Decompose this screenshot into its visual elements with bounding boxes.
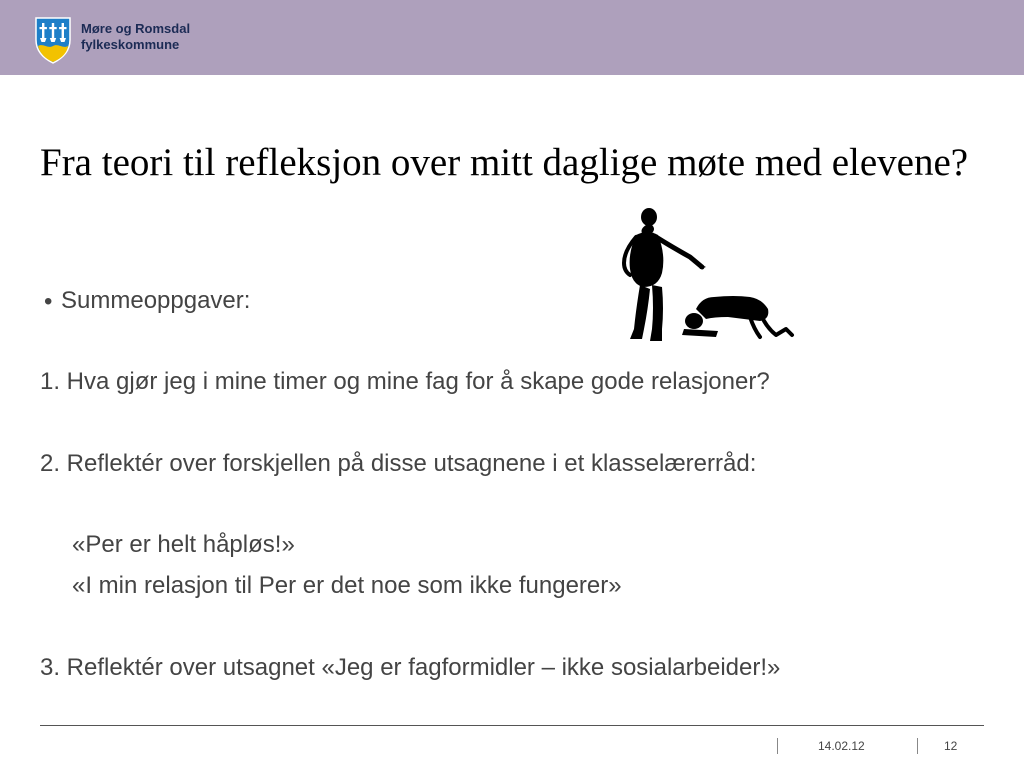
footer-separator: [777, 738, 778, 754]
organization-name-line2: fylkeskommune: [81, 37, 180, 52]
quote-1: «Per er helt håpløs!»: [72, 531, 295, 558]
footer-separator: [917, 738, 918, 754]
list-item-1: 1. Hva gjør jeg i mine timer og mine fag for å skape gode relasjoner?: [40, 368, 770, 395]
slide-title: Fra teori til refleksjon over mitt daglige møte med elevene?: [40, 141, 969, 184]
page-number: 12: [944, 739, 958, 753]
list-item-2: 2. Reflektér over forskjellen på disse utsagnene i et klasselærerråd:: [40, 450, 757, 477]
header-bar: [0, 0, 1024, 75]
bullet-heading: Summeoppgaver:: [61, 287, 251, 314]
quote-2: «I min relasjon til Per er det noe som ikke fungerer»: [72, 572, 622, 599]
coat-of-arms-icon: [33, 16, 73, 64]
footer-divider: [40, 725, 984, 726]
bullet-marker: •: [44, 288, 53, 315]
organization-name-line1: Møre og Romsdal: [81, 21, 191, 36]
list-item-3: 3. Reflektér over utsagnet «Jeg er fagformidler – ikke sosialarbeider!»: [40, 654, 781, 681]
pointing-figure-bowing-figure-icon: [610, 205, 800, 345]
footer-date: 14.02.12: [818, 739, 865, 753]
organization-name: [81, 21, 190, 53]
